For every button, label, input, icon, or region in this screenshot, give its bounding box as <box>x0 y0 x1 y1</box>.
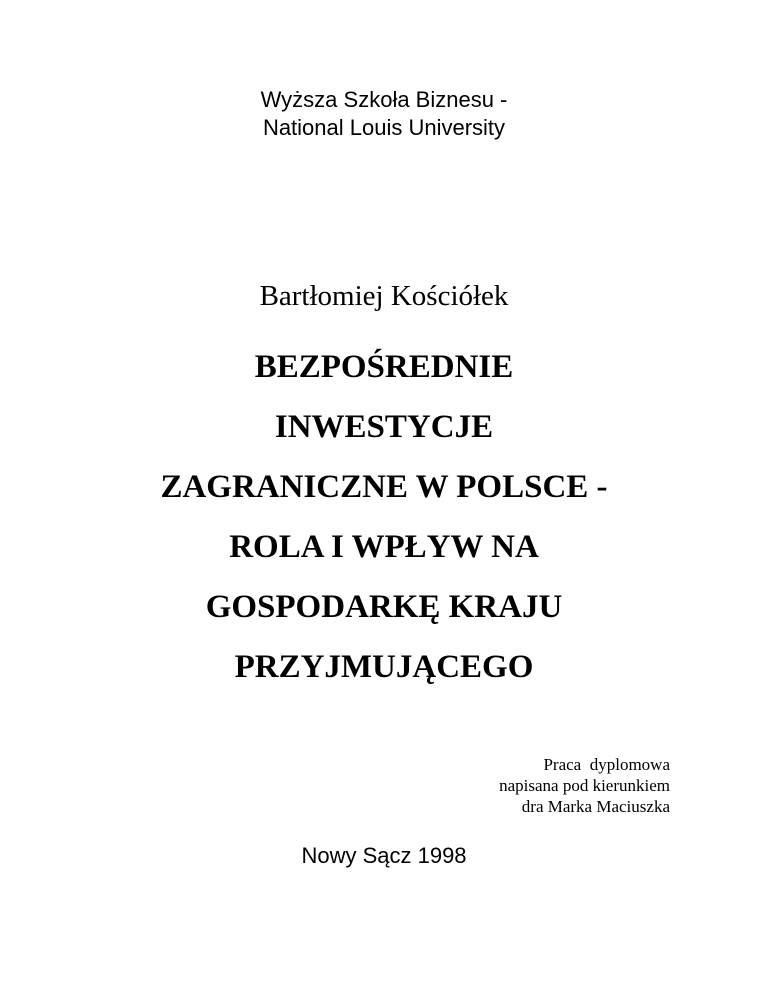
place-and-year: Nowy Sącz 1998 <box>301 843 467 868</box>
title-line: ROLA I WPŁYW NA <box>229 529 539 565</box>
thesis-title <box>0 337 768 697</box>
institution-line: National Louis University <box>262 115 506 140</box>
institution-name <box>0 86 768 142</box>
supervisor-line: dra Marka Maciuszka <box>521 797 670 816</box>
title-line: GOSPODARKĘ KRAJU <box>205 589 563 625</box>
title-line: ZAGRANICZNE W POLSCE - <box>160 469 608 505</box>
institution-line: Wyższa Szkoła Biznesu - <box>260 87 508 112</box>
title-line: BEZPOŚREDNIE <box>254 349 514 385</box>
supervisor-note <box>499 754 670 817</box>
title-line: PRZYJMUJĄCEGO <box>234 649 534 685</box>
title-line: INWESTYCJE <box>274 409 494 445</box>
supervisor-line: napisana pod kierunkiem <box>499 776 670 795</box>
author-name: Bartłomiej Kościółek <box>259 280 509 312</box>
supervisor-line: Praca dyplomowa <box>543 755 670 774</box>
